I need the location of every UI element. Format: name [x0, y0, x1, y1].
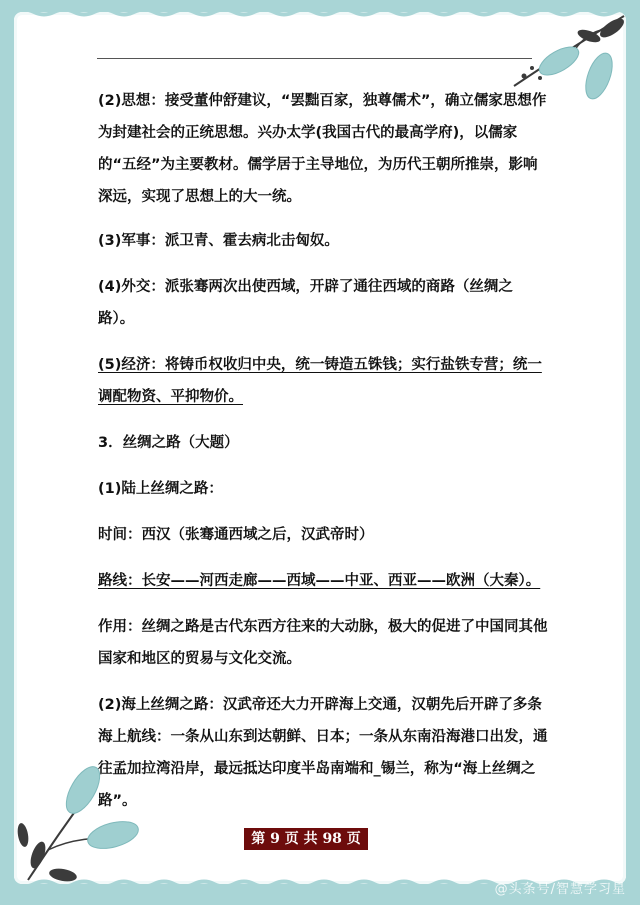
paragraph-economy [98, 349, 548, 413]
subheading-land-silk-road [98, 473, 548, 505]
paragraph-text: 作用：丝绸之路是古代东西方往来的大动脉，极大的促进了中国同其他国家和地区的贸易与文化交流。 [98, 619, 548, 667]
paragraph-text: 时间：西汉（张骞通西域之后，汉武帝时） [98, 527, 374, 543]
paragraph-text: (2)思想：接受董仲舒建议，“罢黜百家，独尊儒术”，确立儒家思想作为封建社会的正统思想。兴办太学(我国古代的最高学府)，以儒家的“五经”为主要教材。儒学居于主导地位，为历代王朝所推崇，影响深远，实现了思想上的大一统。 [98, 93, 547, 205]
paragraph-text: (4)外交：派张骞两次出使西域，开辟了通往西域的商路（丝绸之路）。 [98, 279, 513, 327]
paragraph-text: (1)陆上丝绸之路： [98, 481, 223, 497]
page-number-badge: 第 9 页 共 98 页 [244, 828, 368, 850]
paragraph-ideology [98, 85, 548, 213]
header-rule [97, 58, 532, 59]
paragraph-effect [98, 611, 548, 675]
paragraph-time [98, 519, 548, 551]
leaf-branch-decoration-bottom [8, 740, 158, 890]
watermark-text: @头条号/智慧学习星 [494, 882, 626, 897]
paragraph-text: (5)经济：将铸币权收归中央，统一铸造五铢钱；实行盐铁专营；统一调配物资、平抑物价。 [98, 357, 542, 405]
paragraph-maritime-silk-road [98, 689, 548, 817]
section-heading-silk-road [98, 427, 548, 459]
paragraph-text: 路线：长安——河西走廊——西域——中亚、西亚——欧洲（大秦）。 [98, 573, 541, 589]
paragraph-text: 3．丝绸之路（大题） [98, 435, 239, 451]
paragraph-text: (3)军事：派卫青、霍去病北击匈奴。 [98, 233, 339, 249]
document-body [98, 85, 548, 831]
paragraph-military [98, 225, 548, 257]
leaf-branch-decoration-top [504, 6, 634, 116]
paragraph-diplomacy [98, 271, 548, 335]
paragraph-text: (2)海上丝绸之路：汉武帝还大力开辟海上交通，汉朝先后开辟了多条海上航线：一条从山东到达朝鲜、日本；一条从东南沿海港口出发，通往孟加拉湾沿岸，最远抵达印度半岛南端和_锡兰，称为“海上丝绸之路”。 [98, 697, 548, 809]
paragraph-route [98, 565, 548, 597]
